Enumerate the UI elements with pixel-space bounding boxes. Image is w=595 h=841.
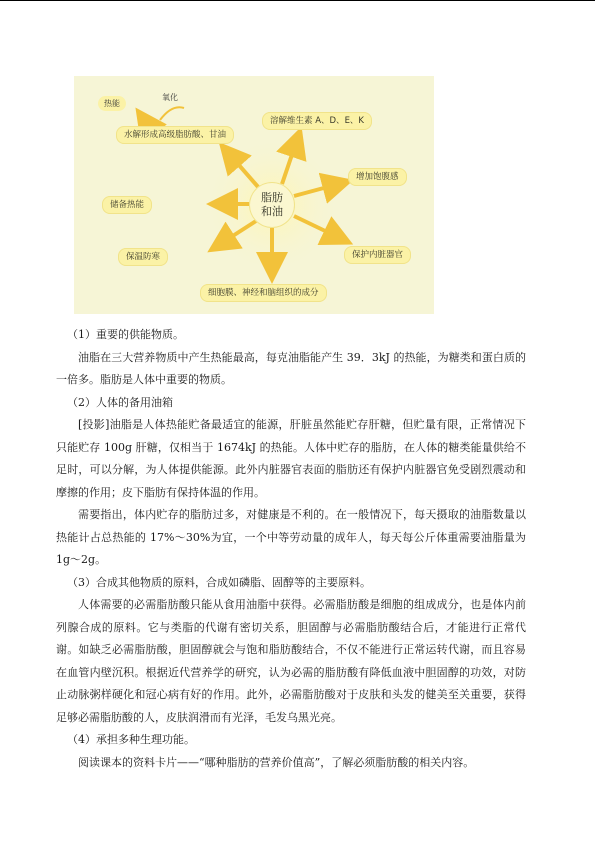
- paragraph-storage: [投影]油脂是人体热能贮备最适宜的能源，肝脏虽然能贮存肝糖，但贮量有限，正常情况下只能贮存 100g 肝糖，仅相当于 1674kJ 的热能。人体中贮存的脂肪，在人体的糖类能量供给不足时，可以分解，为人体提供能源。此外内脏器官表面的脂肪还有保护内脏器官免受剧烈震动和摩擦的作用；皮下脂肪有保持体温的作用。: [56, 418, 526, 499]
- body-text: [56, 324, 526, 774]
- heading-1: （1）重要的供能物质。: [67, 328, 184, 341]
- vitamins-box: 溶解维生素 A、D、E、K: [262, 112, 372, 130]
- heat-label: 热能: [98, 96, 126, 111]
- heading-2: （2）人体的备用油箱: [67, 395, 173, 409]
- fat-functions-diagram: [74, 76, 434, 314]
- paragraph-reading: 阅读课本的资料卡片——“哪种脂肪的营养价值高”，了解必须脂肪酸的相关内容。: [78, 755, 475, 769]
- storage-box: 储备热能: [102, 196, 152, 214]
- cells-box: 细胞膜、神经和脑组织的成分: [200, 284, 327, 302]
- center-label-2: 和油: [261, 205, 283, 218]
- warmth-box: 保温防寒: [118, 248, 168, 266]
- hydrolysis-box: 水解形成高级脂肪酸、甘油: [116, 126, 234, 144]
- satiety-box: 增加饱腹感: [348, 168, 407, 186]
- organs-box: 保护内脏器官: [344, 246, 411, 264]
- paragraph-intake: 需要指出，体内贮存的脂肪过多，对健康是不利的。在一般情况下，每天摄取的油脂数量以热能计占总热能的 17%～30%为宜，一个中等劳动量的成年人，每天每公斤体重需要油脂量为 1g～2g。: [56, 508, 526, 566]
- center-node: [249, 182, 295, 228]
- top-rule: [0, 0, 595, 1]
- center-label-1: 脂肪: [261, 191, 283, 204]
- paragraph-fatty-acids: 人体需要的必需脂肪酸只能从食用油脂中获得。必需脂肪酸是细胞的组成成分，也是体内前列腺合成的原料。它与类脂的代谢有密切关系，胆固醇与必需脂肪酸结合后，才能进行正常代谢。如缺乏必需脂肪酸，胆固醇就会与饱和脂肪酸结合，不仅不能进行正常运转代谢，而且容易在血管内壁沉积。根据近代营养学的研究，认为必需的脂肪酸有降低血液中胆固醇的功效，对防止动脉粥样硬化和冠心病有好的作用。此外，必需脂肪酸对于皮肤和头发的健美至关重要，获得足够必需脂肪酸的人，皮肤润滑而有光泽，毛发乌黑光亮。: [56, 598, 526, 724]
- oxidation-label: 氧化: [162, 93, 178, 102]
- heading-4: （4）承担多种生理功能。: [67, 733, 195, 746]
- heading-3: （3）合成其他物质的原料，合成如磷脂、固醇等的主要原料。: [67, 575, 371, 589]
- paragraph-energy: 油脂在三大营养物质中产生热能最高，每克油脂能产生 39．3kJ 的热能，为糖类和蛋白质的一倍多。脂肪是人体中重要的物质。: [56, 350, 526, 386]
